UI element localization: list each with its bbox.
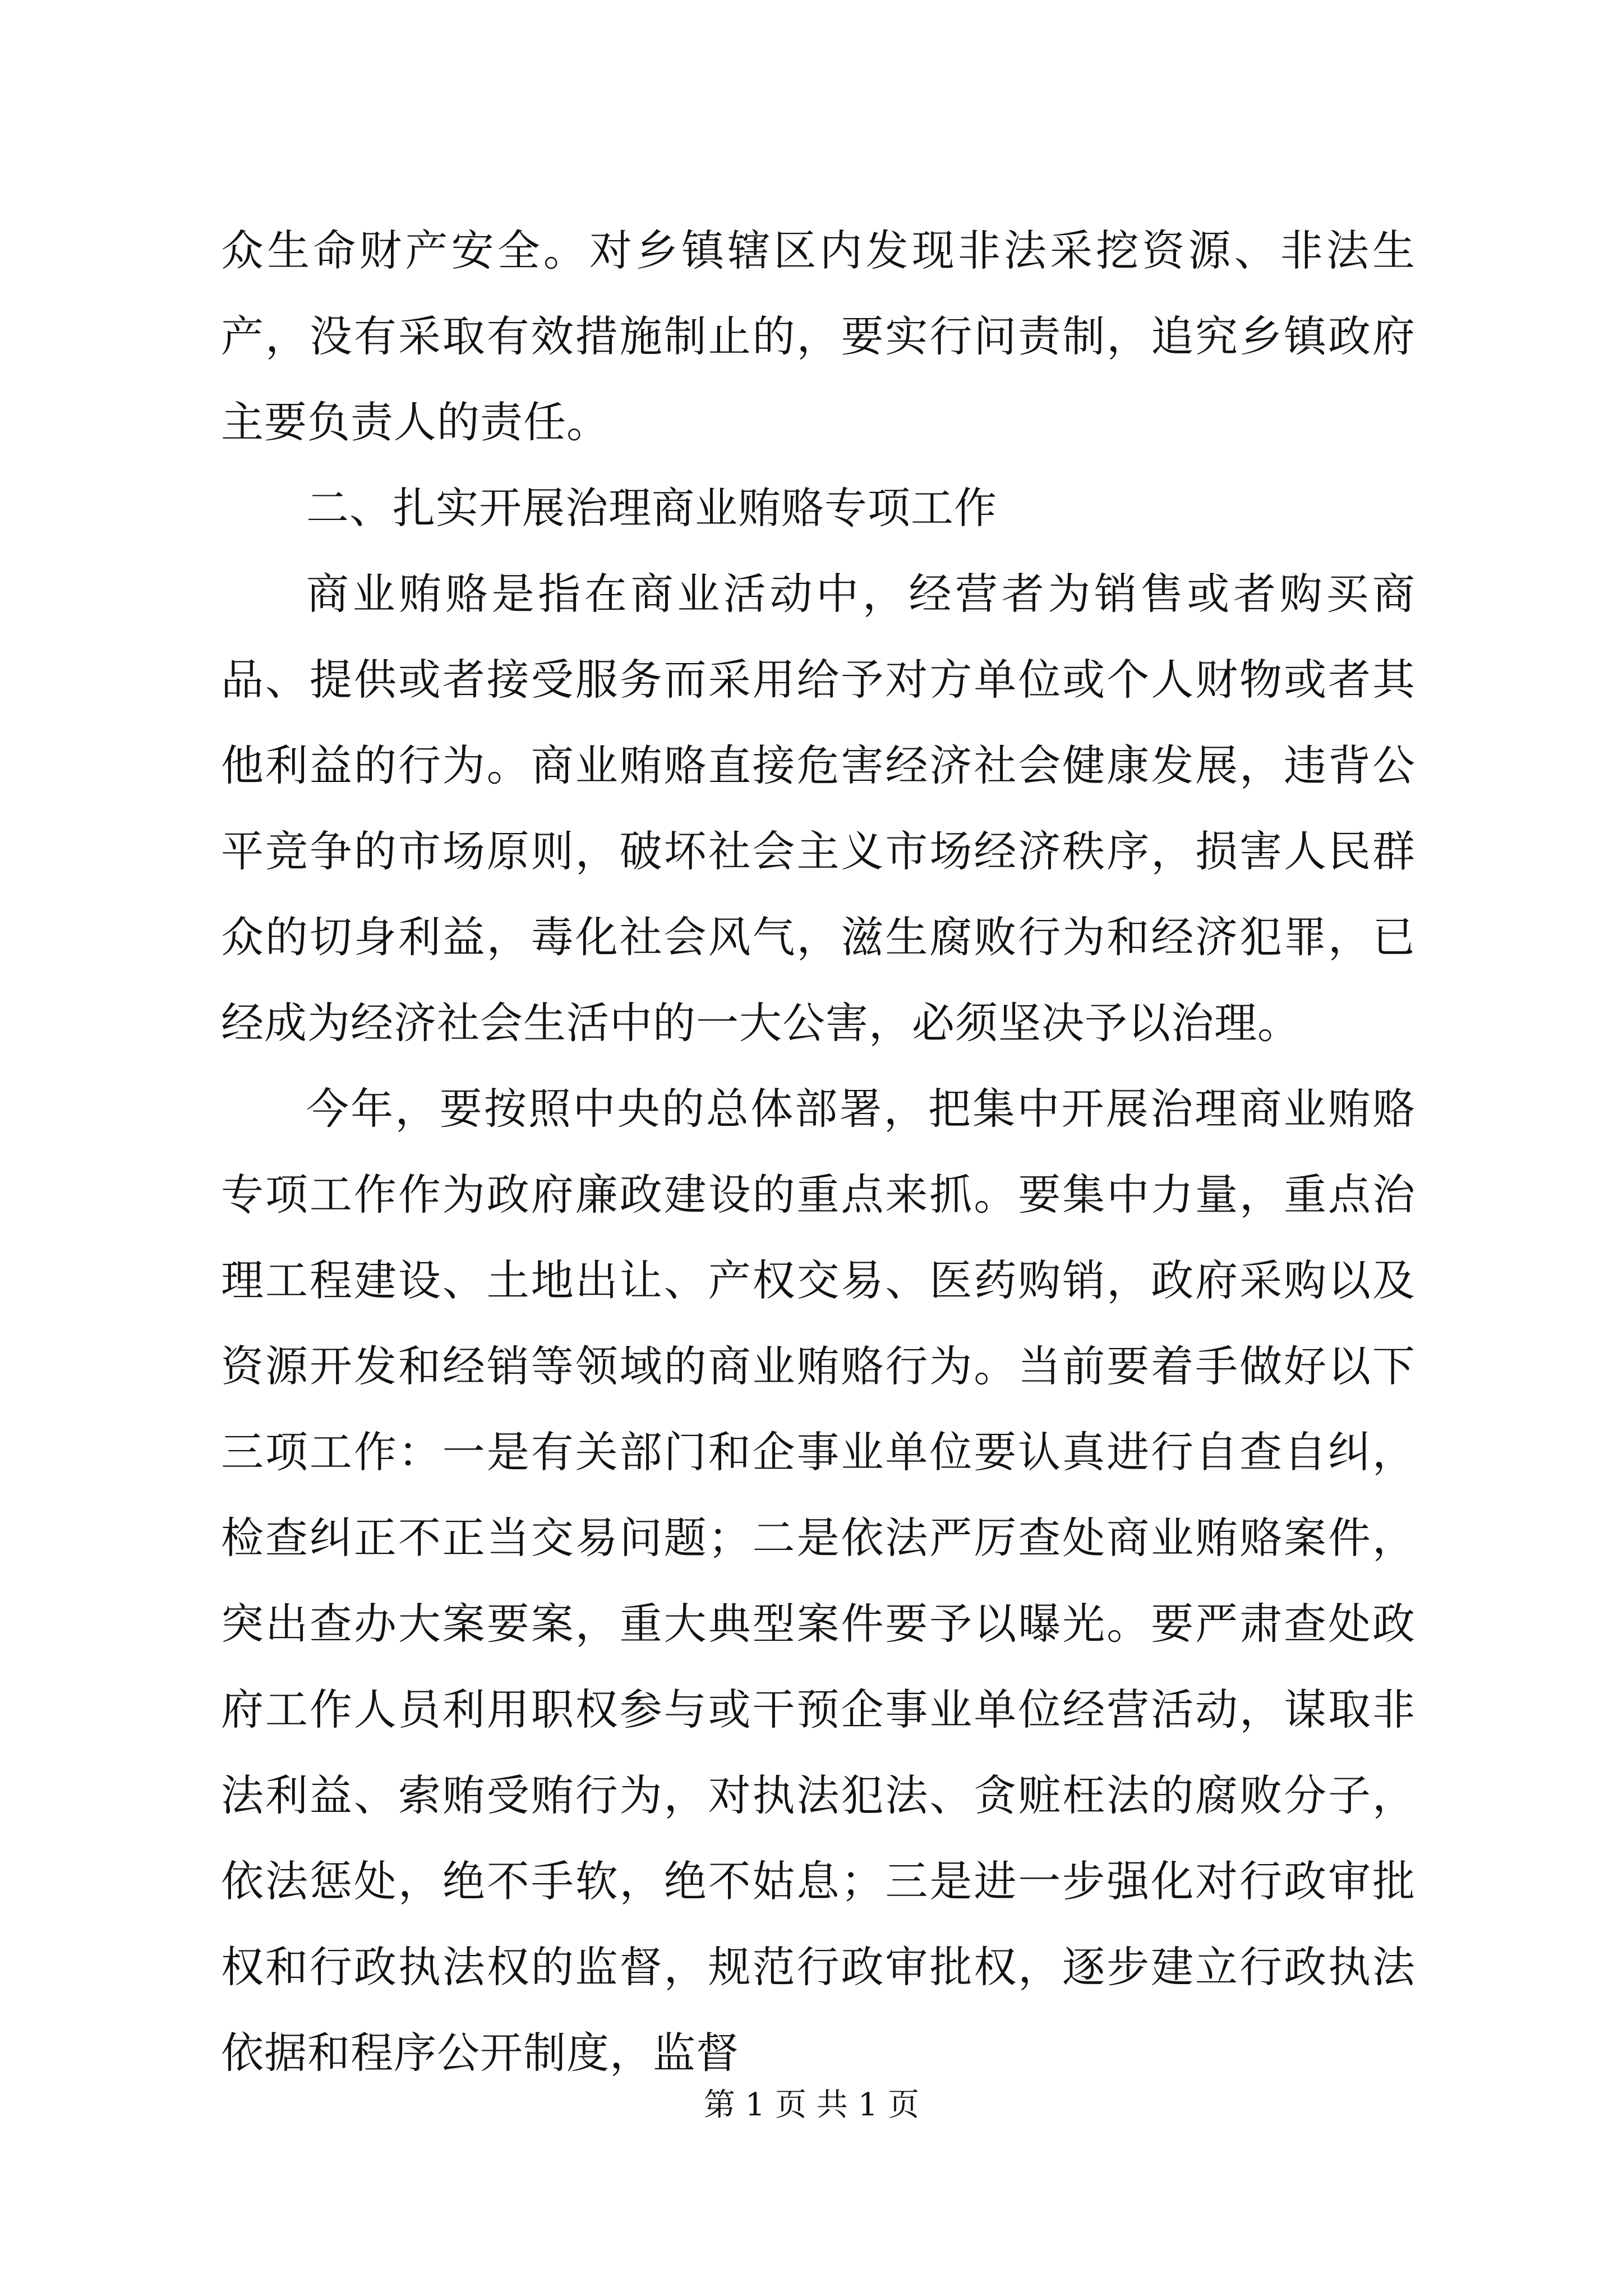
paragraph-tasks: 今年，要按照中央的总体部署，把集中开展治理商业贿赂专项工作作为政府廉政建设的重点来抓。要集中力量，重点治理工程建设、土地出让、产权交易、医药购销，政府采购以及资源开发和经销等领域的商业贿赂行为。当前要着手做好以下三项工作：一是有关部门和企事业单位要认真进行自查自纠，检查纠正不正当交易问题；二是依法严厉查处商业贿赂案件，突出查办大案要案，重大典型案件要予以曝光。要严肃查处政府工作人员利用职权参与或干预企事业单位经营活动，谋取非法利益、索贿受贿行为，对执法犯法、贪赃枉法的腐败分子，依法惩处，绝不手软，绝不姑息；三是进一步强化对行政审批权和行政执法权的监督，规范行政审批权，逐步建立行政执法依据和程序公开制度，监督 xyxy=(221,1084,1415,2078)
page-footer: 第 1 页 共 1 页 xyxy=(703,2087,920,2123)
section-heading: 二、扎实开展治理商业贿赂专项工作 xyxy=(306,483,997,533)
paragraph-definition: 商业贿赂是指在商业活动中，经营者为销售或者购买商品、提供或者接受服务而采用给予对方单位或个人财物或者其他利益的行为。商业贿赂直接危害经济社会健康发展，违背公平竞争的市场原则，破坏社会主义市场经济秩序，损害人民群众的切身利益，毒化社会风气，滋生腐败行为和经济犯罪，已经成为经济社会生活中的一大公害，必须坚决予以治理。 xyxy=(221,569,1415,1048)
document-body xyxy=(221,208,1415,2096)
paragraph-continuation: 众生命财产安全。对乡镇辖区内发现非法采挖资源、非法生产，没有采取有效措施制止的，要实行问责制，追究乡镇政府主要负责人的责任。 xyxy=(221,226,1415,447)
